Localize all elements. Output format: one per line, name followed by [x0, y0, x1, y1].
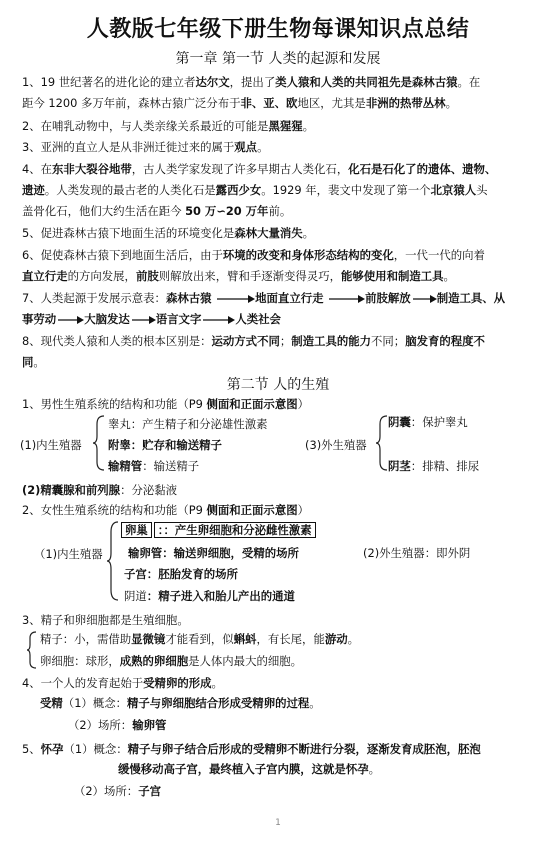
scrotum-line	[388, 414, 468, 430]
text: 距今 1200 多万年前，森林古猿广泛分布于	[22, 96, 241, 110]
text: 。	[33, 355, 45, 369]
ovary-line	[121, 522, 316, 538]
text: ）	[297, 397, 310, 411]
chapter-1-heading: 第一章 第一节 人类的起源和发展	[175, 51, 381, 67]
text: ：分泌黏液	[120, 483, 178, 497]
paragraph-8-line-1	[22, 331, 542, 352]
pregnancy-place	[74, 783, 161, 799]
paragraph-7-line-2	[22, 309, 542, 330]
epididymis-line	[108, 437, 222, 453]
bold-text: 阴茎	[388, 459, 411, 473]
testis-line: 睾丸：产生精子和分泌雄性激素	[108, 417, 268, 431]
text: 1、19 世纪著名的进化论的建立者	[22, 75, 196, 89]
bold-text: 遗迹	[22, 183, 45, 197]
text: 4、一个人的发育起始于	[22, 676, 144, 690]
text: 。	[368, 762, 381, 776]
bold-text: 前肢	[135, 269, 159, 283]
bold-text: 事劳动	[22, 312, 57, 326]
fertilization-place	[68, 717, 166, 733]
text: 。在	[457, 75, 481, 89]
page-title: 人教版七年级下册生物每课知识点总结	[86, 16, 470, 42]
bold-text: 类人猿和人类的共同祖先是森林古猿	[275, 75, 458, 89]
bold-text: 制造工具的能力	[291, 334, 372, 348]
text: 才能看到，似	[165, 632, 234, 646]
text: 精子：小，需借助	[40, 632, 132, 646]
left-brace-icon	[106, 520, 120, 602]
text: 3、亚洲的直立人是从非洲迁徙过来的属于	[22, 140, 235, 154]
bold-text: (2)精囊腺和前列腺	[22, 483, 121, 497]
bold-text: 精子与卵细胞结合形成受精卵的过程	[127, 696, 310, 710]
bold-text: ：产生卵细胞和分泌雌性激素	[163, 523, 312, 537]
text: 4、在	[22, 162, 53, 176]
text: 。	[445, 96, 457, 110]
page-number: 1	[275, 818, 281, 828]
bold-text: 贮存和输送精子	[142, 438, 222, 452]
text: 阴道	[124, 589, 147, 603]
text: 2、女性生殖系统的结构和功能（P9	[22, 503, 207, 517]
left-brace-icon	[26, 630, 38, 670]
text: 6、促使森林古猿下到地面生活后，由于	[22, 248, 223, 262]
text: ；	[279, 334, 292, 348]
bold-text: 前肢解放	[365, 291, 411, 305]
bold-text: ：输送卵细胞，受精的场所	[162, 546, 299, 560]
bold-text: 卵巢	[121, 522, 152, 538]
bold-text: 直立行走	[22, 269, 68, 283]
bold-text: 输卵管	[128, 546, 163, 560]
text: 1、男性生殖系统的结构和功能（P9	[22, 397, 207, 411]
text: 不同；	[371, 334, 406, 348]
bold-text: 子宫	[124, 567, 147, 581]
text: 5、促进森林古猿下地面生活的环境变化是	[22, 226, 235, 240]
male-glands-line	[22, 480, 542, 501]
text: 2、在哺乳动物中，与人类亲缘关系最近的可能是	[22, 119, 269, 133]
bold-text: 子宫	[138, 784, 161, 798]
paragraph-5	[22, 223, 542, 244]
bold-text: 制造工具、从	[436, 291, 506, 305]
uterus-line	[124, 566, 238, 582]
male-system-title	[22, 394, 542, 415]
text: 。	[347, 632, 360, 646]
text: 前。	[268, 204, 292, 218]
right-arrow-icon	[327, 294, 365, 304]
paragraph-1-line-2	[22, 93, 542, 114]
pregnancy-concept-line-2	[118, 761, 380, 777]
text: （2）场所：	[74, 784, 139, 798]
bold-text: 环境的改变和身体形态结构的变化	[222, 248, 394, 262]
text: ：保护睾丸	[410, 415, 468, 429]
paragraph-1-line-1	[22, 72, 542, 93]
bold-text: 受精卵的形成	[143, 676, 212, 690]
bold-text: 化石是石化了的遗体、遗物、	[348, 162, 497, 176]
right-arrow-icon	[215, 294, 255, 304]
bold-text: 受精	[40, 696, 63, 710]
bold-text: 语言文字	[155, 312, 202, 326]
bold-text: 缓慢移动高子宫，最终植入子宫内膜，这就是怀孕	[118, 762, 369, 776]
text: 则解放出来，臂和手逐渐变得灵巧，	[158, 269, 341, 283]
penis-line	[388, 458, 479, 474]
bold-text: 蝌蚪	[233, 632, 257, 646]
paragraph-germ-cells: 3、精子和卵细胞都是生殖细胞。	[22, 613, 189, 627]
male-outer-label: (3)外生殖器	[305, 438, 367, 452]
paragraph-6-line-1	[22, 245, 542, 266]
bold-text: 显微镜	[131, 632, 166, 646]
left-brace-icon	[92, 414, 106, 472]
bold-text: 输卵管	[132, 718, 167, 732]
right-arrow-icon	[56, 315, 84, 325]
bold-text: 观点	[234, 140, 258, 154]
sperm-line	[40, 631, 359, 647]
bold-text: 附睾：	[108, 438, 143, 452]
bold-text: ：胚胎发育的场所	[146, 567, 238, 581]
text: 8、现代类人猿和人类的根本区别是：	[22, 334, 212, 348]
bold-text: 森林大量消失	[234, 226, 303, 240]
bold-text: 同	[22, 355, 34, 369]
text: 。	[302, 226, 315, 240]
text: ：排精、排尿	[410, 459, 480, 473]
text: ，有长尾，能	[256, 632, 325, 646]
text: 。人类发现的最古老的人类化石是	[44, 183, 216, 197]
bold-text: 北京猿人	[430, 183, 477, 197]
female-outer-label: (2)外生殖器：即外阴	[363, 546, 471, 560]
text: ：输送精子	[142, 459, 200, 473]
text: 。	[211, 676, 223, 690]
bold-text: ：精子进入和胎儿产出的通道	[146, 589, 295, 603]
bold-text: 游动	[324, 632, 348, 646]
text: 。	[257, 140, 269, 154]
pregnancy-concept-line-1	[22, 739, 542, 760]
text: 卵细胞：球形，	[40, 654, 120, 668]
section-2-heading: 第二节 人的生殖	[226, 377, 330, 393]
vagina-line	[124, 588, 295, 604]
oviduct-line	[128, 545, 299, 561]
paragraph-4-line-3	[22, 201, 542, 222]
fertilization-concept	[40, 695, 321, 711]
bold-text: 非、亚、欧	[240, 96, 298, 110]
bold-text: 地面直立行走	[255, 291, 324, 305]
vas-deferens-line	[108, 458, 199, 474]
text: ，提出了	[229, 75, 276, 89]
text: 的方向发展，	[67, 269, 136, 283]
right-arrow-icon	[411, 294, 437, 304]
bold-text: 黑猩猩	[268, 119, 303, 133]
right-arrow-icon	[201, 315, 235, 325]
paragraph-7-line-1	[22, 288, 542, 309]
bold-text: 能够使用和制造工具	[341, 269, 444, 283]
bold-text: 精子与卵子结合后形成的受精卵不断进行分裂，逐渐发育成胚泡，胚泡	[127, 742, 481, 756]
text: 7、人类起源于发展示意表：	[22, 291, 166, 305]
right-arrow-icon	[130, 315, 156, 325]
bold-text: 达尔文	[195, 75, 230, 89]
bold-text: 非洲的热带丛林	[365, 96, 446, 110]
bold-text: 侧面和正面示意图	[206, 397, 298, 411]
bold-text: 露西少女	[215, 183, 262, 197]
text: 5、	[22, 742, 41, 756]
paragraph-6-line-2	[22, 266, 542, 287]
bold-text: 大脑发达	[84, 312, 130, 326]
bold-text: 成熟的卵细胞	[119, 654, 189, 668]
bold-text: 东非大裂谷地带	[52, 162, 132, 176]
male-inner-label: (1)内生殖器	[20, 438, 82, 452]
text: 地区，尤其是	[297, 96, 366, 110]
bold-text: 50 万∽20 万年	[185, 204, 269, 218]
bold-text: 运动方式不同	[211, 334, 280, 348]
bold-text: 森林古猿	[165, 291, 212, 305]
female-system-title	[22, 500, 542, 521]
female-inner-label: （1)内生殖器	[34, 547, 103, 561]
text: 是人体内最大的细胞。	[188, 654, 303, 668]
egg-line	[40, 653, 302, 669]
text: 。	[443, 269, 455, 283]
bold-text: 阴囊	[388, 415, 411, 429]
paragraph-development	[22, 673, 542, 694]
paragraph-4-line-1	[22, 159, 542, 180]
text: （1）概念：	[62, 696, 127, 710]
text: ，古人类学家发现了许多早期古人类化石，	[131, 162, 349, 176]
paragraph-2	[22, 116, 542, 137]
text: 盖骨化石，他们大约生活在距今	[22, 204, 186, 218]
text: 头	[476, 183, 488, 197]
paragraph-8-line-2	[22, 352, 542, 373]
text: ）	[297, 503, 310, 517]
bold-text: 输精管	[108, 459, 143, 473]
text: 。	[309, 696, 321, 710]
left-brace-icon	[375, 414, 389, 472]
bold-text: 人类社会	[235, 312, 281, 326]
bold-text: 侧面和正面示意图	[206, 503, 298, 517]
text: （1）概念：	[63, 742, 128, 756]
ovary-function-box: ：：产生卵细胞和分泌雌性激素	[154, 522, 316, 538]
text: 。1929 年，裴文中发现了第一个	[261, 183, 431, 197]
paragraph-4-line-2	[22, 180, 542, 201]
text: ，一代一代的向着	[393, 248, 485, 262]
bold-text: 脑发育的程度不	[405, 334, 485, 348]
text: 。	[302, 119, 315, 133]
text: （2）场所：	[68, 718, 133, 732]
paragraph-3	[22, 137, 542, 158]
bold-text: 怀孕	[40, 742, 64, 756]
